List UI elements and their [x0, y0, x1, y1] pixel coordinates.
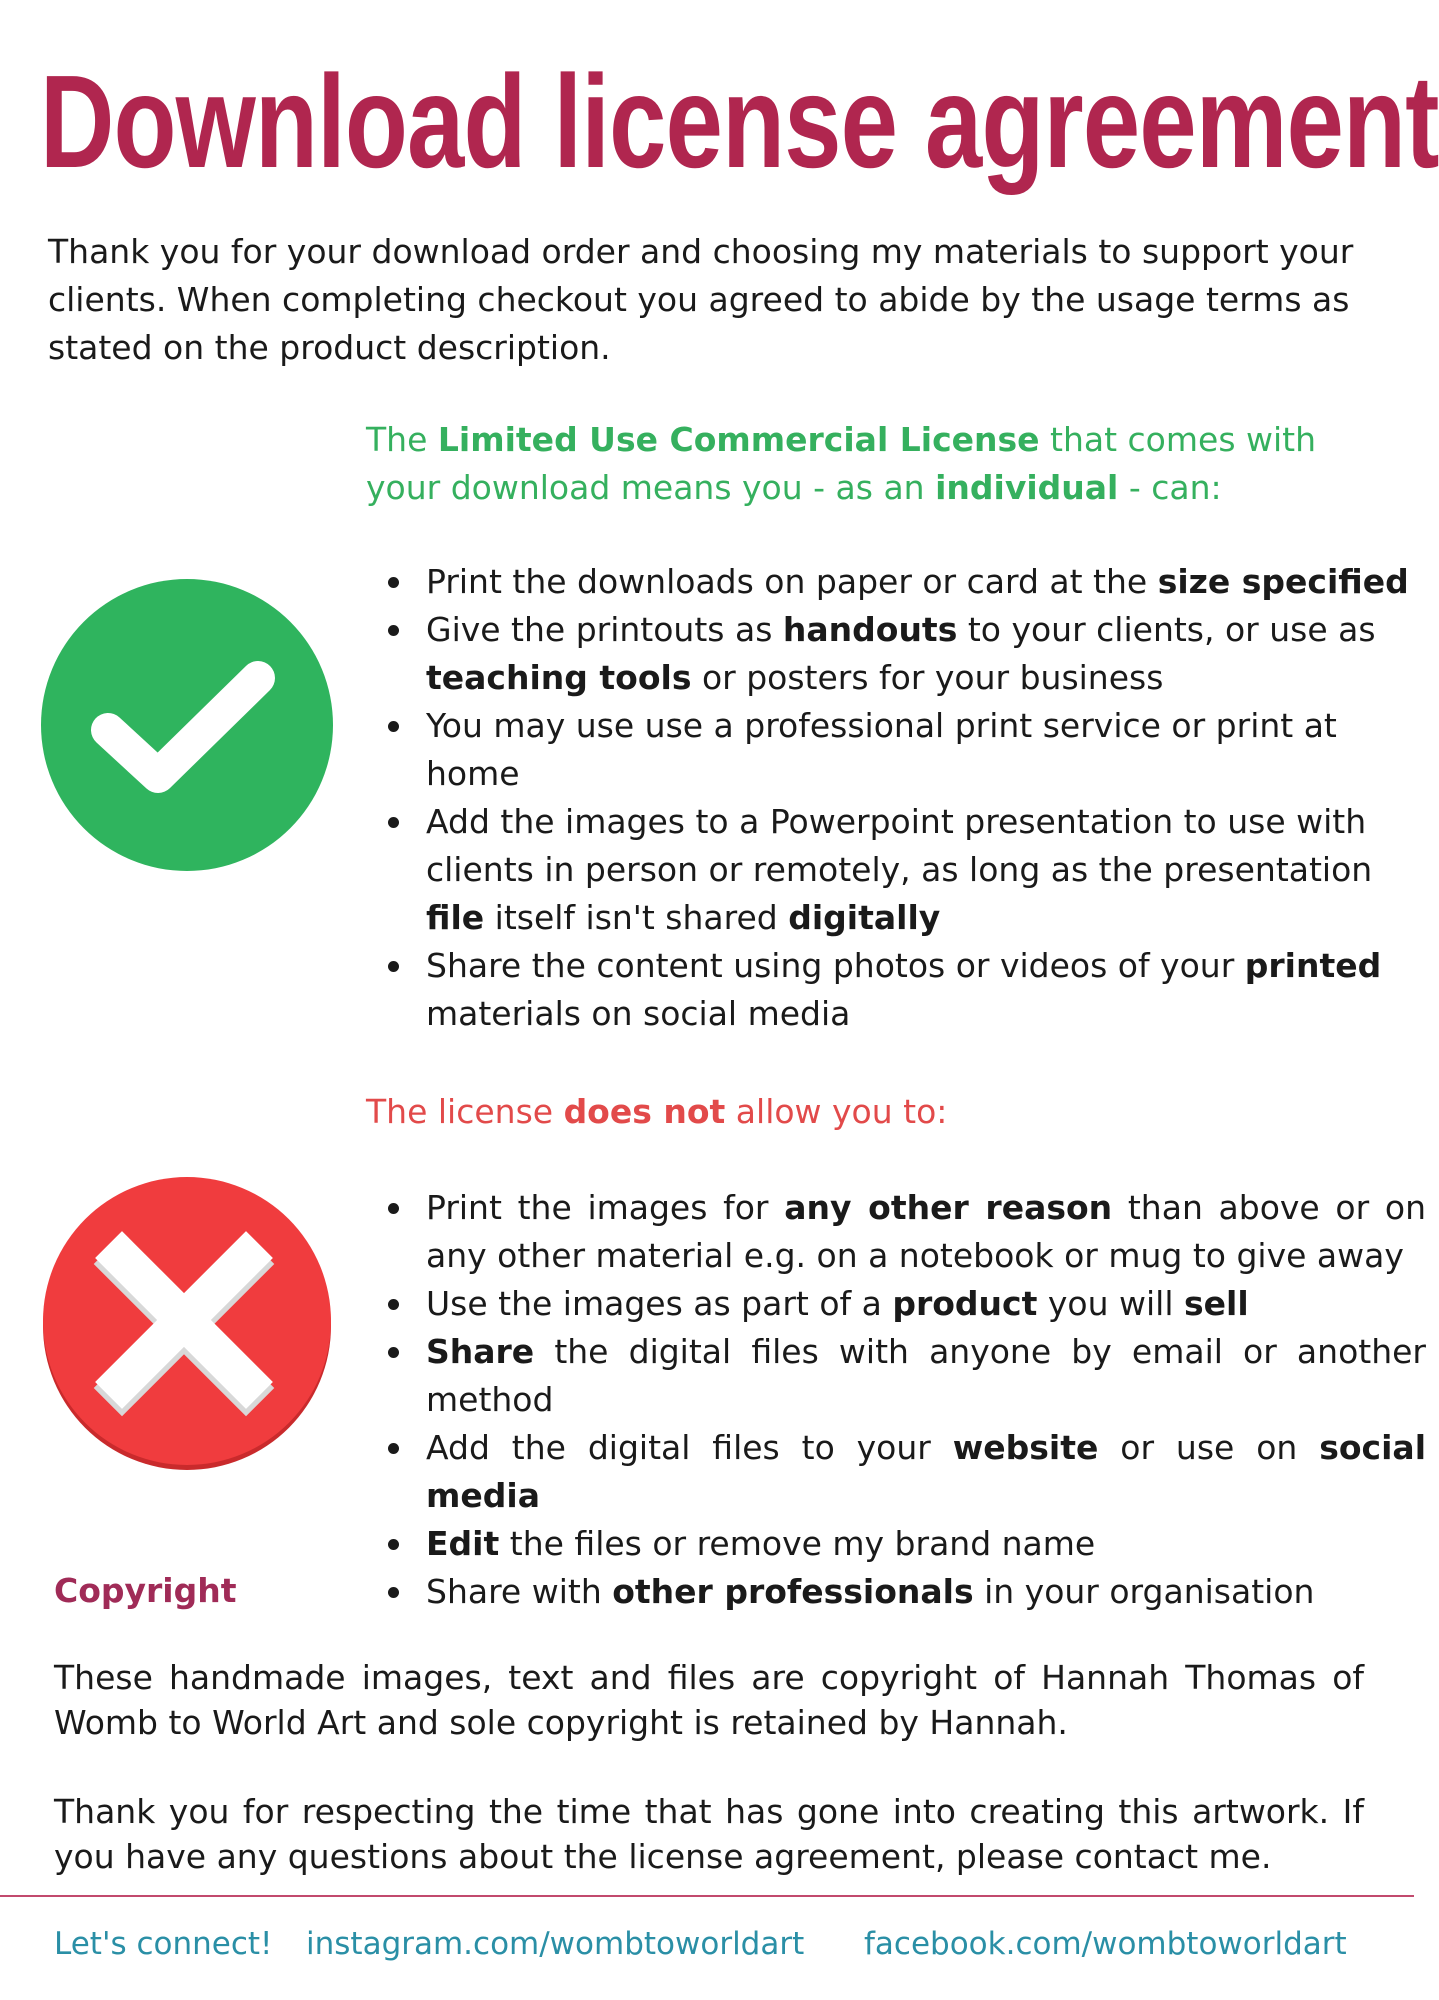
allowed-heading: The Limited Use Commercial License that comes with your download means you - as an individual - can: [366, 420, 1317, 507]
allowed-list [366, 558, 1426, 1038]
intro-paragraph: Thank you for your download order and choosing my materials to support your clients. When completing checkout you agreed to abide by the usage terms as stated on the product description. [48, 232, 1354, 367]
copyright-paragraph: These handmade images, text and files are copyright of Hannah Thomas of Womb to World Art and sole copyright is retained by Hannah. [54, 1658, 1364, 1742]
allowed-item: Share the content using photos or videos of your printed materials on social media [426, 942, 1426, 1038]
footer-divider [0, 1895, 1414, 1897]
allowed-item: Add the images to a Powerpoint presentation to use with clients in person or remotely, as long as the presentation file itself isn't shared digitally [426, 798, 1426, 942]
thanks-paragraph: Thank you for respecting the time that has gone into creating this artwork. If you have any questions about the license agreement, please contact me. [54, 1792, 1364, 1876]
cross-icon [40, 1176, 334, 1470]
denied-item: Edit the files or remove my brand name [426, 1520, 1426, 1568]
denied-item: Add the digital files to your website or use on social media [426, 1424, 1426, 1520]
page-title: Download license agreement [40, 48, 1439, 195]
denied-item: Share with other professionals in your organisation [426, 1568, 1426, 1616]
denied-item: Print the images for any other reason than above or on any other material e.g. on a notebook or mug to give away [426, 1184, 1426, 1280]
denied-item: Share the digital files with anyone by email or another method [426, 1328, 1426, 1424]
denied-list [366, 1184, 1426, 1616]
footer [0, 1920, 1414, 1968]
denied-heading: The license does not allow you to: [366, 1092, 948, 1131]
allowed-item: Give the printouts as handouts to your clients, or use as teaching tools or posters for your business [426, 606, 1426, 702]
facebook-link[interactable]: facebook.com/wombtoworldart [864, 1926, 1347, 1962]
instagram-link[interactable]: instagram.com/wombtoworldart [306, 1926, 805, 1962]
checkmark-icon [40, 578, 334, 872]
allowed-item: You may use use a professional print service or print at home [426, 702, 1426, 798]
allowed-item: Print the downloads on paper or card at the size specified [426, 558, 1426, 606]
connect-label: Let's connect! [54, 1926, 273, 1962]
denied-item: Use the images as part of a product you will sell [426, 1280, 1426, 1328]
copyright-heading: Copyright [54, 1571, 237, 1610]
